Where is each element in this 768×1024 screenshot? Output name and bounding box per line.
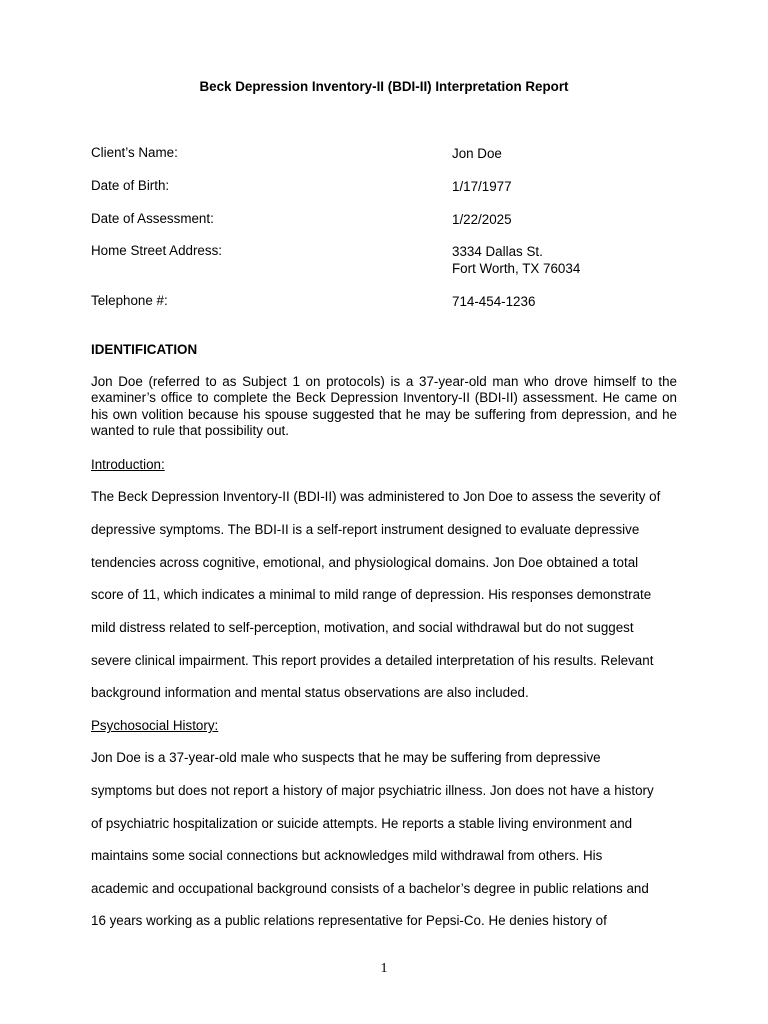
- introduction-line: score of 11, which indicates a minimal to mild range of depression. His responses demonstrate: [91, 587, 652, 602]
- introduction-line: depressive symptoms. The BDI-II is a self-report instrument designed to evaluate depressive: [91, 522, 640, 537]
- dob-value: 1/17/1977: [452, 179, 512, 194]
- psychosocial-line: maintains some social connections but acknowledges mild withdrawal from others. His: [91, 848, 603, 863]
- psychosocial-heading: Psychosocial History:: [91, 718, 219, 733]
- introduction-line: tendencies across cognitive, emotional, and physiological domains. Jon Doe obtained a total: [91, 555, 639, 570]
- address-value-line1: 3334 Dallas St.: [452, 244, 543, 259]
- identification-heading: IDENTIFICATION: [91, 342, 198, 357]
- introduction-line: severe clinical impairment. This report provides a detailed interpretation of his results. Relevant: [91, 653, 654, 668]
- psychosocial-line: academic and occupational background consists of a bachelor’s degree in public relations and: [91, 881, 649, 896]
- introduction-line: The Beck Depression Inventory-II (BDI-II) was administered to Jon Doe to assess the severity of: [91, 489, 661, 504]
- telephone-label: Telephone #:: [91, 293, 168, 308]
- introduction-heading: Introduction:: [91, 457, 165, 472]
- telephone-value: 714-454-1236: [452, 294, 536, 309]
- address-label: Home Street Address:: [91, 243, 222, 258]
- address-value-line2: Fort Worth, TX 76034: [452, 261, 581, 276]
- assessment-date-label: Date of Assessment:: [91, 211, 214, 226]
- identification-paragraph: Jon Doe (referred to as Subject 1 on protocols) is a 37-year-old man who drove himself to the examiner’s office to complete the Beck Depression Inventory-II (BDI-II) assessment. He came on his own volition because his spouse suggested that he may be suffering from depression, and he wanted to rule that possibility out.: [91, 374, 677, 439]
- assessment-date-value: 1/22/2025: [452, 212, 512, 227]
- report-title: Beck Depression Inventory-II (BDI-II) Interpretation Report: [199, 79, 569, 94]
- page-number: 1: [380, 961, 388, 976]
- psychosocial-line: 16 years working as a public relations representative for Pepsi-Co. He denies history of: [91, 913, 607, 928]
- psychosocial-line: symptoms but does not report a history of major psychiatric illness. Jon does not have a history: [91, 783, 654, 798]
- client-name-label: Client’s Name:: [91, 145, 178, 160]
- dob-label: Date of Birth:: [91, 178, 170, 193]
- client-name-value: Jon Doe: [452, 146, 502, 161]
- psychosocial-line: Jon Doe is a 37-year-old male who suspects that he may be suffering from depressive: [91, 750, 601, 765]
- introduction-line: background information and mental status observations are also included.: [91, 685, 529, 700]
- introduction-line: mild distress related to self-perception, motivation, and social withdrawal but do not suggest: [91, 620, 634, 635]
- psychosocial-line: of psychiatric hospitalization or suicide attempts. He reports a stable living environment and: [91, 816, 633, 831]
